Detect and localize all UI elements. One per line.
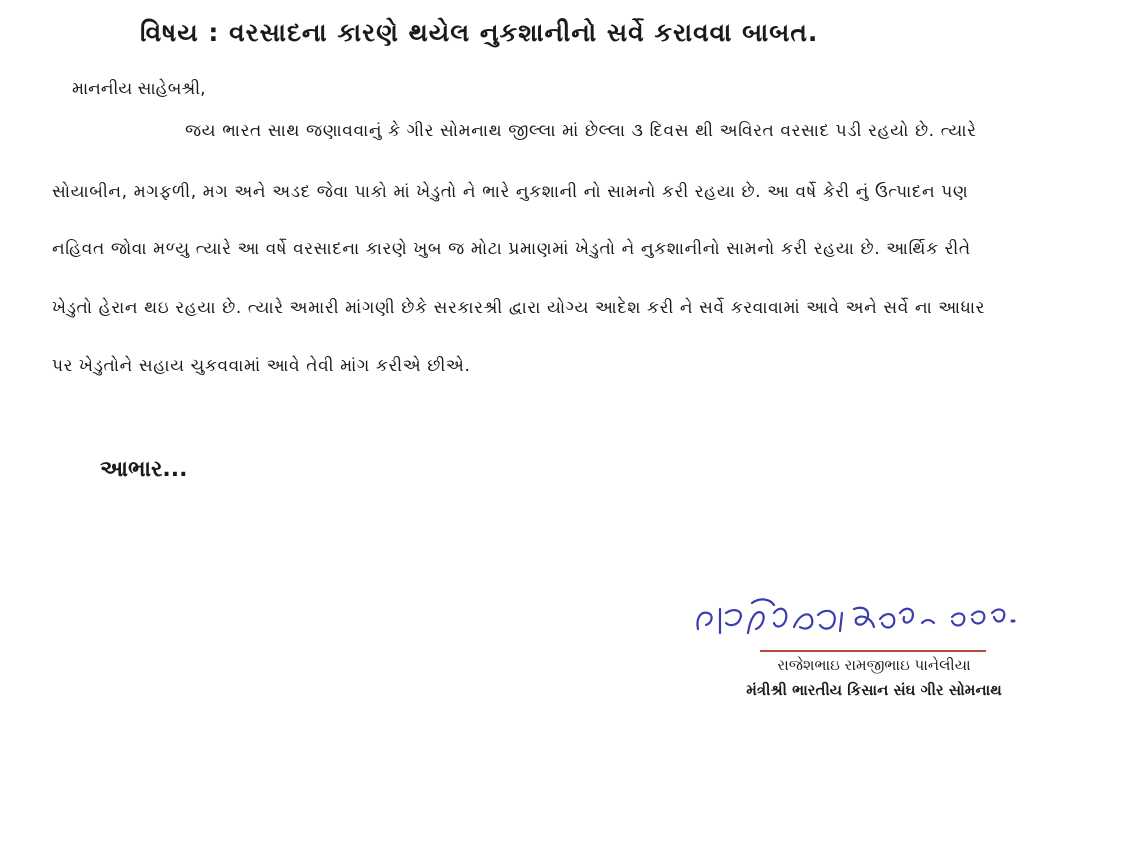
signer-title: મંત્રીશ્રી ભારતીય કિસાન સંઘ ગીર સોમનાથ [746, 681, 1002, 699]
body-line-4: ખેડુતો હેરાન થઇ રહયા છે. ત્યારે અમારી માંગણી છેકે સરકારશ્રી દ્વારા યોગ્ય આદેશ કરી ને સર્વે કરવાવામાં આવે અને સર્વે ના આધાર [52, 298, 986, 318]
body-line-3: નહિવત જોવા મળ્યુ ત્યારે આ વર્ષે વરસાદના કારણે ખુબ જ મોટા પ્રમાણમાં ખેડુતો ને નુકશાનીનો સામનો કરી રહયા છે. આર્થિક રીતે [52, 239, 971, 259]
signature-line [760, 650, 986, 652]
body-line-2: સોયાબીન, મગફળી, મગ અને અડદ જેવા પાકો માં ખેડુતો ને ભારે નુકશાની નો સામનો કરી રહયા છે. આ વર્ષે કેરી નું ઉત્પાદન પણ [52, 182, 969, 202]
letter-subject: વિષય : વરસાદના કારણે થયેલ નુકશાનીનો સર્વે કરાવવા બાબત. [140, 18, 819, 47]
signer-name: રાજેશભાઇ રામજીભાઇ પાનેલીયા [777, 656, 971, 674]
body-line-1: જય ભારત સાથ જણાવવાનું કે ગીર સોમનાથ જીલ્લા માં છેલ્લા ૩ દિવસ થી અવિરત વરસાદ પડી રહયો છે. ત્યારે [185, 121, 977, 141]
letter-closing: આભાર... [100, 457, 188, 482]
handwritten-signature [690, 583, 1030, 643]
letter-salutation: માનનીય સાહેબશ્રી, [72, 79, 206, 99]
body-line-5: પર ખેડુતોને સહાય ચુકવવામાં આવે તેવી માંગ કરીએ છીએ. [52, 356, 471, 376]
